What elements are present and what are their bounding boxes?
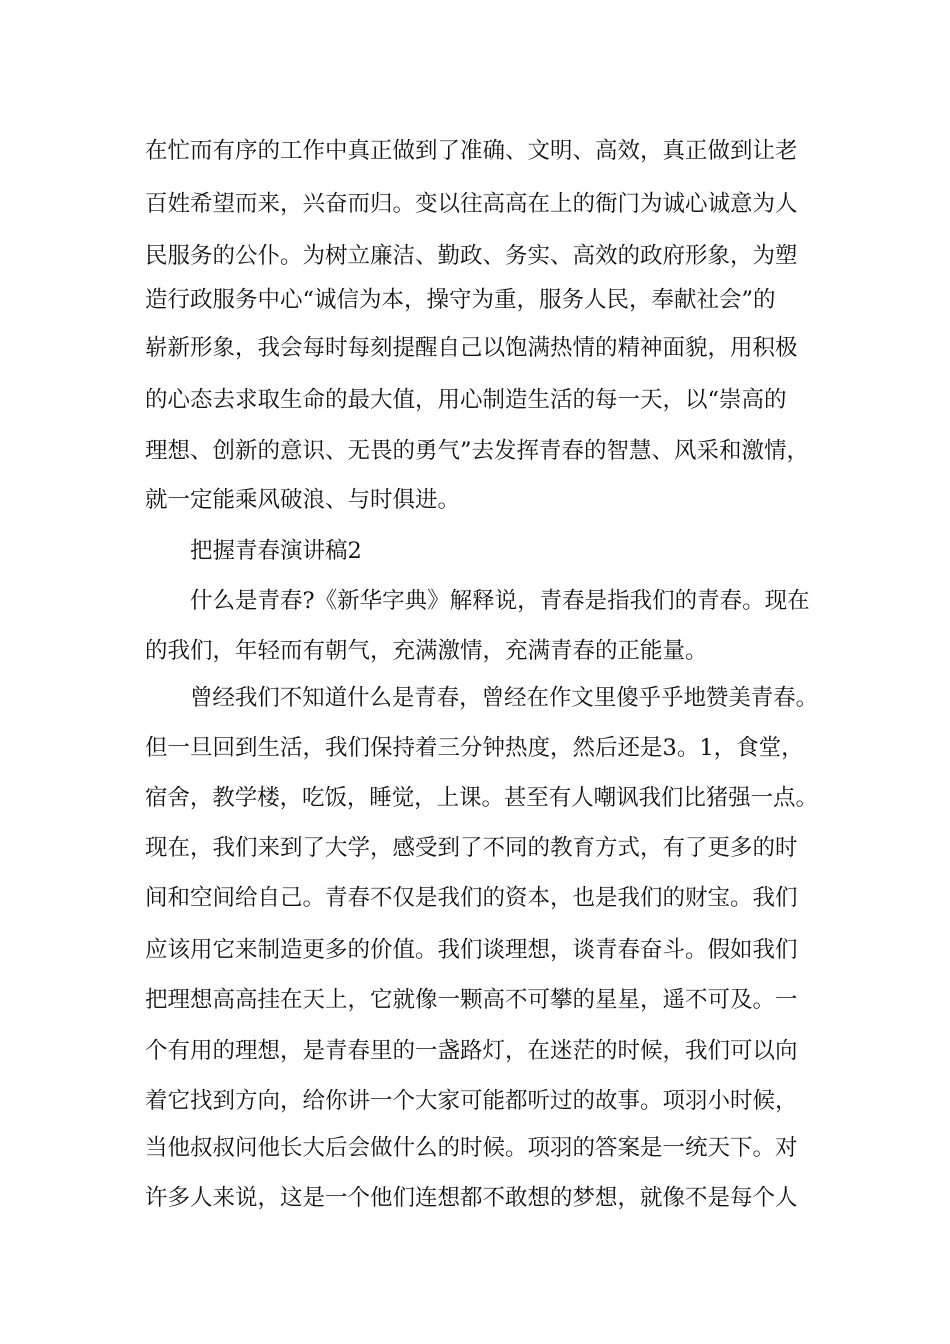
text-line: 现在，我们来到了大学，感受到了不同的教育方式，有了更多的时 [145, 835, 798, 861]
text-line: 造行政服务中心“诚信为本，操守为重，服务人民，奉献社会”的 [145, 287, 776, 313]
text-line: 什么是青春?《新华字典》解释说，青春是指我们的青春。现在 [190, 588, 810, 614]
text-line: 在忙而有序的工作中真正做到了准确、文明、高效，真正做到让老 [145, 138, 798, 164]
section-heading: 把握青春演讲稿2 [190, 538, 362, 564]
text-line: 着它找到方向，给你讲一个大家可能都听过的故事。项羽小时候， [145, 1088, 798, 1114]
text-line: 曾经我们不知道什么是青春，曾经在作文里傻乎乎地赞美青春。 [190, 685, 819, 711]
text-line: 但一旦回到生活，我们保持着三分钟热度，然后还是3。1，食堂， [145, 735, 804, 761]
text-line: 理想、创新的意识、无畏的勇气”去发挥青春的智慧、风采和激情， [145, 438, 810, 464]
text-line: 民服务的公仆。为树立廉洁、勤政、务实、高效的政府形象，为塑 [145, 243, 798, 269]
text-line: 应该用它来制造更多的价值。我们谈理想，谈青春奋斗。假如我们 [145, 937, 798, 963]
text-line: 崭新形象，我会每时每刻提醒自己以饱满热情的精神面貌，用积极 [145, 335, 798, 361]
text-line: 当他叔叔问他长大后会做什么的时候。项羽的答案是一统天下。对 [145, 1135, 798, 1161]
text-line: 百姓希望而来，兴奋而归。变以往高高在上的衙门为诚心诚意为人 [145, 191, 798, 217]
text-line: 的心态去求取生命的最大值，用心制造生活的每一天，以“崇高的 [145, 387, 787, 413]
text-line: 的我们，年轻而有朝气，充满激情，充满青春的正能量。 [145, 638, 708, 664]
text-line: 就一定能乘风破浪、与时俱进。 [145, 487, 461, 513]
text-line: 把理想高高挂在天上，它就像一颗高不可攀的星星，遥不可及。一 [145, 987, 798, 1013]
text-line: 许多人来说，这是一个他们连想都不敢想的梦想，就像不是每个人 [145, 1185, 798, 1211]
text-line: 宿舍，教学楼，吃饭，睡觉，上课。甚至有人嘲讽我们比猪强一点。 [145, 785, 818, 811]
text-line: 个有用的理想，是青春里的一盏路灯，在迷茫的时候，我们可以向 [145, 1038, 798, 1064]
text-line: 间和空间给自己。青春不仅是我们的资本，也是我们的财宝。我们 [145, 885, 798, 911]
